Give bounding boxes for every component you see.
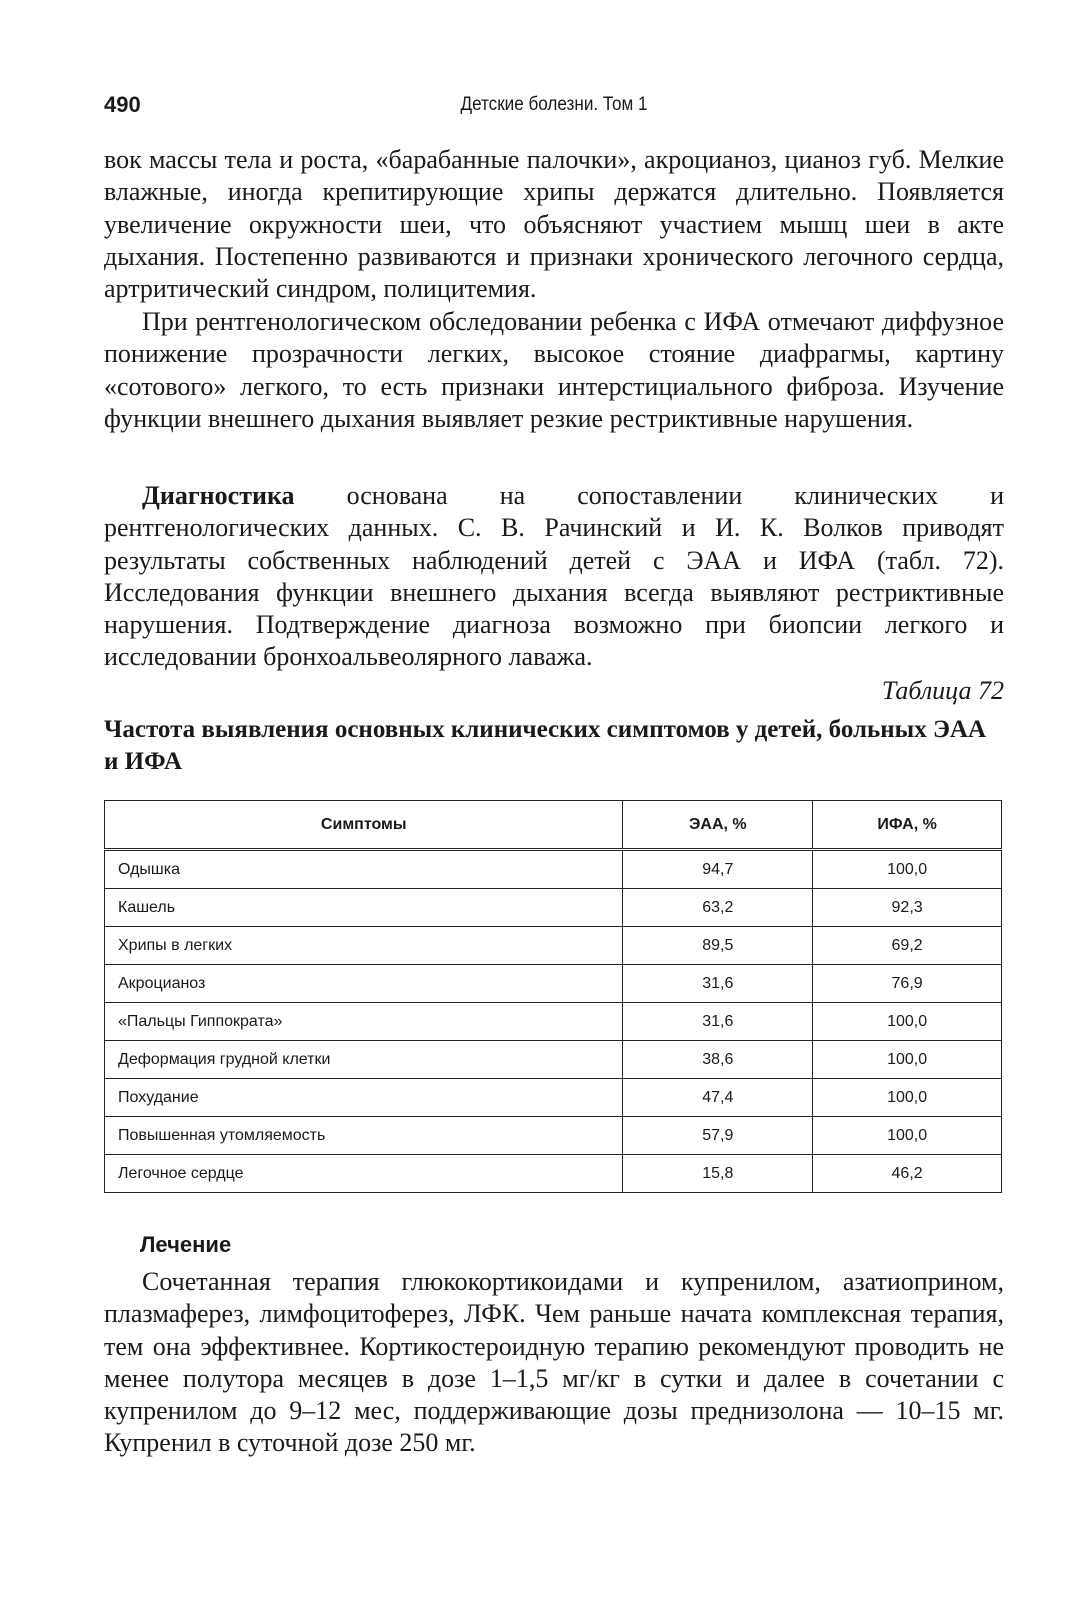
paragraph-3-text — [104, 480, 1004, 674]
table-row — [105, 850, 1002, 889]
diagnostics-term: Диагностика — [142, 481, 295, 510]
eaa-value-cell: 63,2 — [623, 889, 813, 927]
ifa-value-cell: 100,0 — [813, 1003, 1002, 1041]
eaa-value-cell: 94,7 — [623, 850, 813, 889]
paragraph-2-text: При рентгенологическом обследовании ребенка с ИФА отмечают диффузное понижение прозрачности легких, высокое стояние диафрагмы, картину «сотового» легкого, то есть признаки интерстициального фиброза. Изучение функции внешнего дыхания выявляет резкие рестриктивные нарушения. — [104, 307, 1004, 433]
symptom-cell: Похудание — [105, 1079, 623, 1117]
ifa-value-cell: 100,0 — [813, 1079, 1002, 1117]
ifa-value-cell: 100,0 — [813, 1117, 1002, 1155]
symptom-cell: Деформация грудной клетки — [105, 1041, 623, 1079]
ifa-value-cell: 100,0 — [813, 1041, 1002, 1079]
table-row — [105, 1079, 1002, 1117]
ifa-value-cell: 100,0 — [813, 850, 1002, 889]
eaa-value-cell: 31,6 — [623, 1003, 813, 1041]
header-ifa: ИФА, % — [813, 801, 1002, 850]
paragraph-2 — [104, 306, 1004, 435]
paragraph-4 — [104, 1266, 1004, 1460]
symptom-cell: Кашель — [105, 889, 623, 927]
eaa-value-cell: 89,5 — [623, 927, 813, 965]
symptom-cell: Акроцианоз — [105, 965, 623, 1003]
table-label: Таблица 72 — [881, 676, 1004, 705]
ifa-value-cell: 69,2 — [813, 927, 1002, 965]
ifa-value-cell: 76,9 — [813, 965, 1002, 1003]
page-header — [104, 88, 1004, 122]
symptom-cell: Хрипы в легких — [105, 927, 623, 965]
table-header-row — [105, 801, 1002, 850]
table-row — [105, 1003, 1002, 1041]
table-row — [105, 1041, 1002, 1079]
symptom-cell: «Пальцы Гиппократа» — [105, 1003, 623, 1041]
section-heading-treatment: Лечение — [140, 1232, 232, 1257]
eaa-value-cell: 15,8 — [623, 1155, 813, 1193]
symptom-cell: Легочное сердце — [105, 1155, 623, 1193]
paragraph-1-text: вок массы тела и роста, «барабанные палочки», акроцианоз, цианоз губ. Мелкие влажные, иногда крепитирующие хрипы держатся длительно. Появляется увеличение окружности шеи, что объясняют участием мышц шеи в акте дыхания. Постепенно развиваются и признаки хронического легочного сердца, артритический синдром, полицитемия. — [104, 145, 1004, 304]
eaa-value-cell: 57,9 — [623, 1117, 813, 1155]
table-row — [105, 1155, 1002, 1193]
table-row — [105, 965, 1002, 1003]
paragraph-4-text: Сочетанная терапия глюкокортикоидами и купренилом, азатиоприном, плазмаферез, лимфоцитоферез, ЛФК. Чем раньше начата комплексная терапия, тем она эффективнее. Кортикостероидную терапию рекомендуют проводить не менее полутора месяцев в дозе 1–1,5 мг/кг в сутки и далее в сочетании с купренилом до 9–12 мес, поддерживающие дозы преднизолона — 10–15 мг. Купренил в суточной дозе 250 мг. — [104, 1267, 1004, 1458]
paragraph-3-rest: основана на сопоставлении клинических и рентгенологических данных. С. В. Рачинский и И. К. Волков приводят результаты собственных наблюдений детей с ЭАА и ИФА (табл. 72). Исследования функции внешнего дыхания всегда выявляют рестриктивные нарушения. Подтверждение диагноза возможно при биопсии легкого и исследовании бронхоальвеолярного лаважа. — [104, 481, 1004, 672]
header-symptoms: Симптомы — [105, 801, 623, 850]
header-eaa: ЭАА, % — [623, 801, 813, 850]
eaa-value-cell: 31,6 — [623, 965, 813, 1003]
table-row — [105, 889, 1002, 927]
ifa-value-cell: 92,3 — [813, 889, 1002, 927]
table-row — [105, 927, 1002, 965]
ifa-value-cell: 46,2 — [813, 1155, 1002, 1193]
symptom-cell: Одышка — [105, 850, 623, 889]
table-title: Частота выявления основных клинических симптомов у детей, больных ЭАА и ИФА — [104, 716, 987, 775]
paragraph-1 — [104, 144, 1004, 305]
symptom-cell: Повышенная утомляемость — [105, 1117, 623, 1155]
eaa-value-cell: 38,6 — [623, 1041, 813, 1079]
symptoms-table — [104, 800, 1002, 1193]
page-number: 490 — [104, 92, 141, 117]
paragraph-3 — [104, 480, 1004, 674]
running-title: Детские болезни. Том 1 — [460, 94, 648, 115]
table-row — [105, 1117, 1002, 1155]
eaa-value-cell: 47,4 — [623, 1079, 813, 1117]
